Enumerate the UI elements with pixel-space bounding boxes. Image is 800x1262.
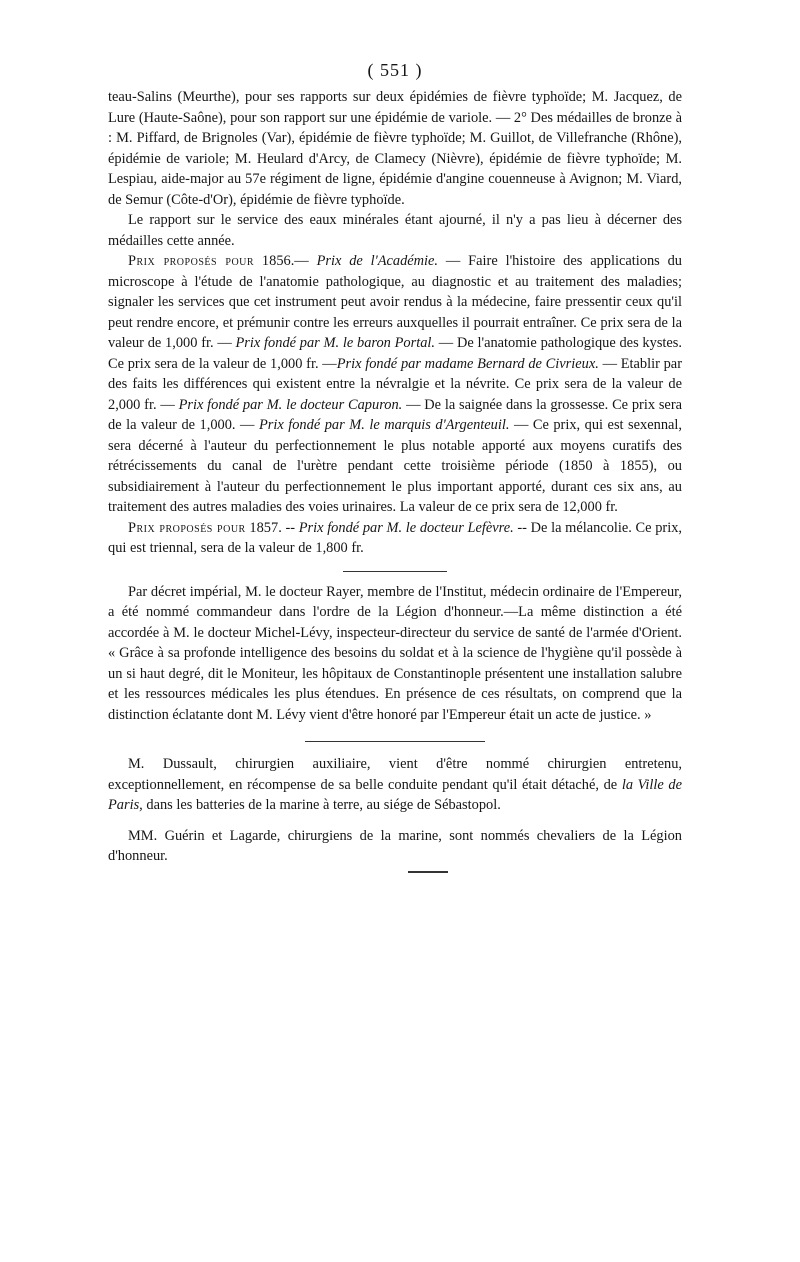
paragraph-dussault	[108, 754, 682, 816]
prize-portal: Prix fondé par M. le baron Portal.	[235, 335, 436, 351]
prize-academie: Prix de l'Académie.	[316, 253, 439, 269]
prizes-year-1856: 1856.—	[254, 253, 317, 269]
prize-text-nevralgie: — Etablir par des faits les différences qui existent entre la névralgie et la névrite. Ce prix sera de la valeur de 2,000 fr. —	[108, 355, 682, 413]
prize-text-saignee: — De la saignée dans la grossesse. Ce prix sera de la valeur de 1,000. —	[108, 396, 683, 433]
prize-capuron: Prix fondé par M. le docteur Capuron.	[178, 396, 403, 413]
page	[108, 60, 682, 873]
prize-argenteuil: Prix fondé par M. le marquis d'Argenteuil.	[258, 417, 510, 433]
prize-civrieux: Prix fondé par madame Bernard de Civrieux.	[336, 355, 599, 372]
prize-lefevre: Prix fondé par M. le docteur Lefèvre.	[298, 519, 514, 536]
prize-text-microscope: — Faire l'histoire des applications du microscope à l'étude de l'anatomie pathologique, au diagnostic et au traitement des maladies; signaler les services que cet instrument peut avoir rendus à la médecine, faire pressentir ceux qu'il peut rendre encore, et prémunir contre les erreurs auxquelles il pourrait entraîner. Ce prix sera de la valeur de 1,000 fr. —	[108, 253, 682, 351]
prize-text-uretre: — Ce prix, qui est sexennal, sera décerné à l'auteur du perfectionnement le plus notable apporté aux moyens curatifs des rétrécissements du canal de l'urètre pendant cette troisième période (1850 à 1855), ou subsidiairement à l'auteur du perfectionnement le plus important apporté, durant ces six ans, au traitement des autres maladies des voies urinaires. La valeur de ce prix sera de 12,000 fr.	[108, 417, 682, 515]
section-divider	[343, 571, 447, 572]
dussault-text-1: M. Dussault, chirurgien auxiliaire, vient d'être nommé chirurgien entretenu, exceptionnellement, en récompense de sa belle conduite pendant qu'il était détaché, de	[108, 756, 682, 793]
ship-name: la Ville de Paris,	[108, 776, 682, 813]
prizes-heading-1856: Prix proposés pour	[128, 253, 255, 269]
dussault-text-2: dans les batteries de la marine à terre, au siége de Sébastopol.	[142, 797, 501, 813]
prizes-year-1857: 1857. --	[245, 519, 299, 536]
prize-text-melancolie: -- De la mélancolie. Ce prix, qui est triennal, sera de la valeur de 1,800 fr.	[108, 519, 682, 556]
section-divider	[305, 741, 485, 742]
page-number-value: 551	[380, 60, 410, 80]
paragraph-epidemic-medals: teau-Salins (Meurthe), pour ses rapports sur deux épidémies de fièvre typhoïde; M. Jacquez, de Lure (Haute-Saône), pour son rapport sur une épidémie de variole. — 2° Des médailles de bronze à : M. Piffard, de Brignoles (Var), épidémie de fièvre typhoïde; M. Guillot, de Villefranche (Rhône), épidémie de variole; M. Heulard d'Arcy, de Clamecy (Nièvre), épidémie de fièvre typhoïde; M. Lespiau, aide-major au 57e régiment de ligne, épidémie d'angine couenneuse à Avignon; M. Viard, de Semur (Côte-d'Or), épidémie de fièvre typhoïde.	[108, 89, 682, 208]
paragraph-guerin-lagarde: MM. Guérin et Lagarde, chirurgiens de la marine, sont nommés chevaliers de la Légion d'honneur.	[108, 827, 682, 864]
end-ornament	[408, 871, 448, 873]
prizes-heading-1857: Prix proposés pour	[128, 519, 246, 536]
paragraph-prizes-1856	[108, 251, 682, 518]
paragraph-decret-imperial: Par décret impérial, M. le docteur Rayer, membre de l'Institut, médecin ordinaire de l'Empereur, a été nommé commandeur dans l'ordre de la Légion d'honneur.—La même distinction a été accordée à M. le docteur Michel-Lévy, inspecteur-directeur du service de santé de l'armée d'Orient. « Grâce à sa profonde intelligence des besoins du soldat et à la science de l'hygiène qu'il possède à un si haut degré, dit le Moniteur, les hôpitaux de Constantinople présentent une installation salubre et les ressources médicales les plus étendues. En présence de ces résultats, on comprend que la distinction éclatante dont M. Lévy vient d'être honoré par l'Empereur était un acte de justice. »	[108, 583, 682, 723]
prize-text-kystes: — De l'anatomie pathologique des kystes. Ce prix sera de la valeur de 1,000 fr. —	[108, 335, 683, 372]
paragraph-mineral-waters: Le rapport sur le service des eaux minérales étant ajourné, il n'y a pas lieu à décerner des médailles cette année.	[108, 212, 682, 249]
paragraph-prizes-1857	[108, 518, 682, 559]
page-number: ( 551 )	[367, 60, 423, 80]
